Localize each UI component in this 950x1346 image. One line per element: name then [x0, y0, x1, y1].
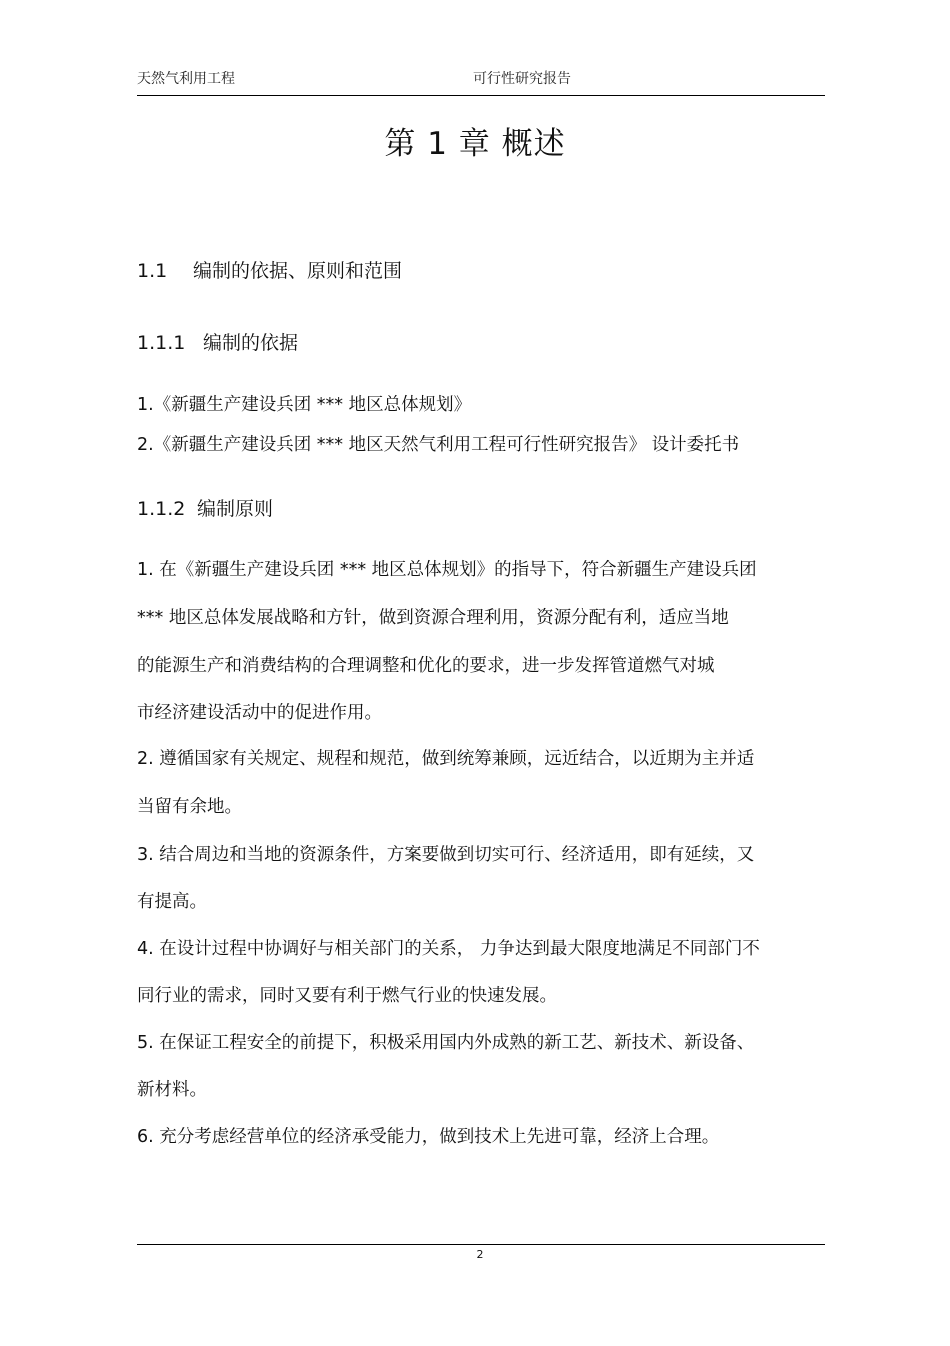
principle-line: 2. 遵循国家有关规定、规程和规范，做到统筹兼顾，远近结合，以近期为主并适 [137, 749, 755, 769]
subsection-number-2: 1.1.2 [137, 498, 186, 520]
section-title: 编制的依据、原则和范围 [193, 260, 403, 282]
basis-item: 1.《新疆生产建设兵团 *** 地区总体规划》 [137, 395, 472, 415]
principle-line: 4. 在设计过程中协调好与相关部门的关系， 力争达到最大限度地满足不同部门不 [137, 939, 760, 959]
subsection-title-1: 编制的依据 [203, 332, 299, 354]
subsection-heading-2 [137, 494, 273, 521]
principle-line: 6. 充分考虑经营单位的经济承受能力，做到技术上先进可靠，经济上合理。 [137, 1127, 720, 1147]
principle-line: 有提高。 [137, 892, 207, 912]
header-divider [137, 95, 825, 96]
principle-line: 市经济建设活动中的促进作用。 [137, 703, 382, 723]
principle-line: 3. 结合周边和当地的资源条件，方案要做到切实可行、经济适用，即有延续，又 [137, 845, 755, 865]
principle-line: 当留有余地。 [137, 797, 242, 817]
footer-divider [137, 1244, 825, 1245]
page-number: 2 [476, 1248, 484, 1261]
principle-line: *** 地区总体发展战略和方针，做到资源合理利用，资源分配有利，适应当地 [137, 608, 729, 628]
section-number: 1.1 [137, 260, 168, 282]
principle-line: 的能源生产和消费结构的合理调整和优化的要求，进一步发挥管道燃气对城 [137, 656, 715, 676]
header-center-title: 可行性研究报告 [473, 71, 571, 87]
subsection-number-1: 1.1.1 [137, 332, 186, 354]
basis-item: 2.《新疆生产建设兵团 *** 地区天然气利用工程可行性研究报告》 设计委托书 [137, 435, 740, 455]
principle-line: 1. 在《新疆生产建设兵团 *** 地区总体规划》的指导下，符合新疆生产建设兵团 [137, 560, 757, 580]
subsection-heading-1 [137, 328, 298, 355]
chapter-title: 第 1 章 概述 [384, 126, 566, 162]
subsection-title-2: 编制原则 [197, 498, 274, 520]
section-heading [137, 256, 402, 283]
principle-line: 同行业的需求，同时又要有利于燃气行业的快速发展。 [137, 986, 557, 1006]
principle-line: 5. 在保证工程安全的前提下，积极采用国内外成熟的新工艺、新技术、新设备、 [137, 1033, 755, 1053]
header-left-title: 天然气利用工程 [137, 71, 235, 87]
principle-line: 新材料。 [137, 1080, 207, 1100]
